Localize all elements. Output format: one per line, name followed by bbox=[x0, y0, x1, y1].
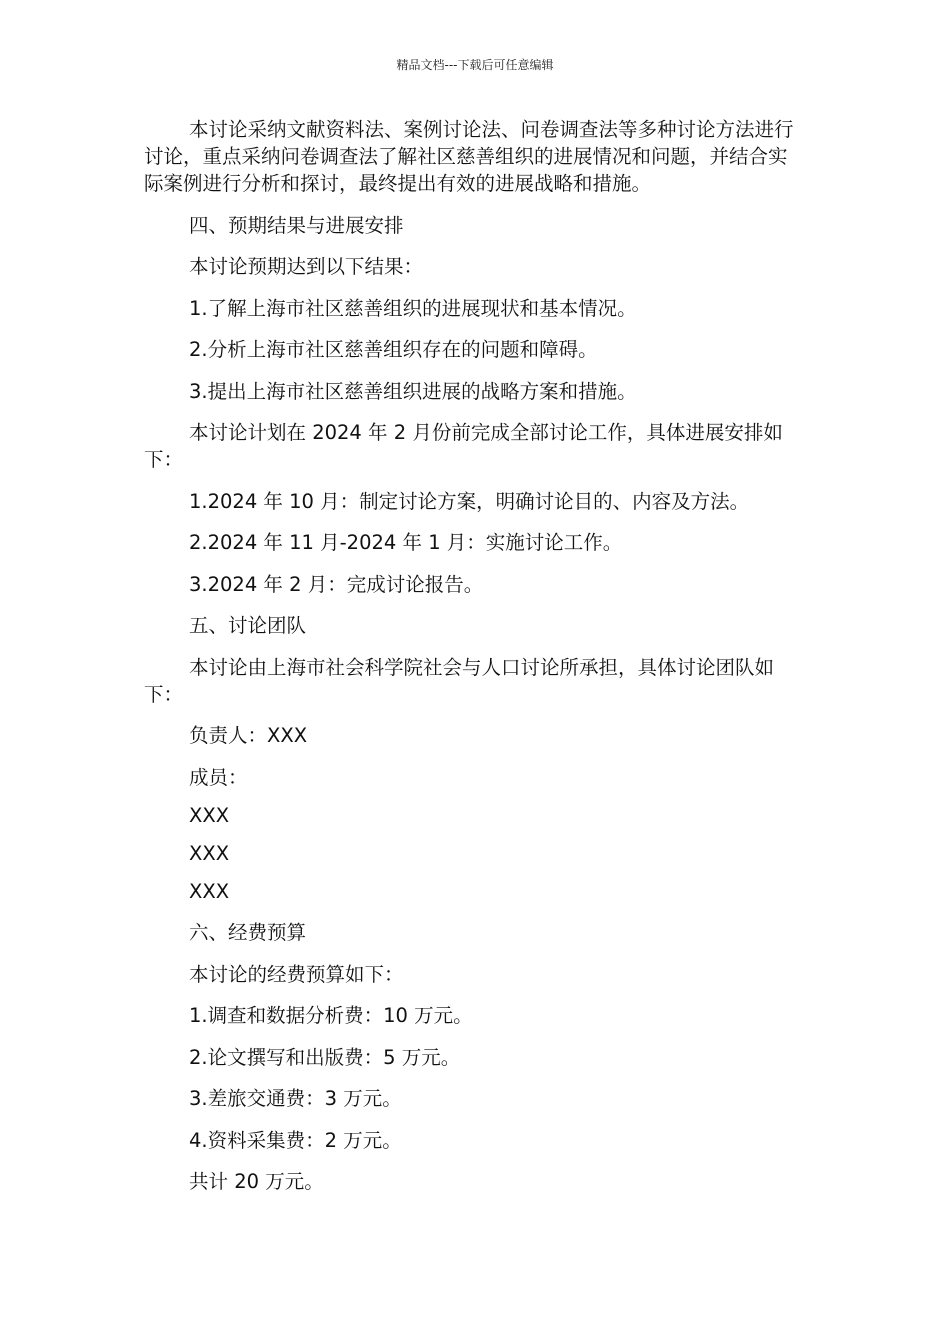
paragraph-methods: 本讨论采纳文献资料法、案例讨论法、问卷调查法等多种讨论方法进行讨论，重点采纳问卷调查法了解社区慈善组织的进展情况和问题，并结合实际案例进行分析和探讨，最终提出有效的进展战略和措施。 bbox=[144, 118, 794, 195]
page-header: 精品文档---下载后可任意编辑 bbox=[396, 58, 554, 72]
list-item: 2.2024 年 11 月-2024 年 1 月：实施讨论工作。 bbox=[189, 531, 623, 554]
team-member: XXX bbox=[189, 841, 230, 865]
list-item: 3.提出上海市社区慈善组织进展的战略方案和措施。 bbox=[189, 379, 637, 403]
list-item: 4.资料采集费：2 万元。 bbox=[189, 1128, 402, 1152]
budget-total: 共计 20 万元。 bbox=[189, 1170, 324, 1193]
list-item: 1.调查和数据分析费：10 万元。 bbox=[189, 1004, 473, 1027]
document-body bbox=[144, 116, 796, 1210]
section-heading-6: 六、经费预算 bbox=[189, 921, 307, 944]
paragraph-schedule-intro: 本讨论计划在 2024 年 2 月份前完成全部讨论工作，具体进展安排如下： bbox=[144, 421, 783, 471]
list-item: 1.2024 年 10 月：制定讨论方案，明确讨论目的、内容及方法。 bbox=[189, 489, 750, 513]
paragraph-team-intro: 本讨论由上海市社会科学院社会与人口讨论所承担，具体讨论团队如下： bbox=[144, 655, 775, 706]
section-heading-5: 五、讨论团队 bbox=[189, 614, 307, 637]
team-member: XXX bbox=[189, 803, 230, 827]
paragraph-budget-intro: 本讨论的经费预算如下： bbox=[189, 962, 404, 986]
paragraph-expected-intro: 本讨论预期达到以下结果： bbox=[189, 255, 424, 278]
list-item: 2.论文撰写和出版费：5 万元。 bbox=[189, 1045, 461, 1069]
list-item: 3.2024 年 2 月：完成讨论报告。 bbox=[189, 572, 484, 596]
list-item: 1.了解上海市社区慈善组织的进展现状和基本情况。 bbox=[189, 296, 637, 320]
team-leader: 负责人：XXX bbox=[189, 724, 308, 747]
section-heading-4: 四、预期结果与进展安排 bbox=[189, 213, 404, 237]
team-member: XXX bbox=[189, 879, 230, 903]
team-members-label: 成员： bbox=[189, 765, 248, 789]
list-item: 2.分析上海市社区慈善组织存在的问题和障碍。 bbox=[189, 338, 598, 361]
list-item: 3.差旅交通费：3 万元。 bbox=[189, 1087, 402, 1110]
